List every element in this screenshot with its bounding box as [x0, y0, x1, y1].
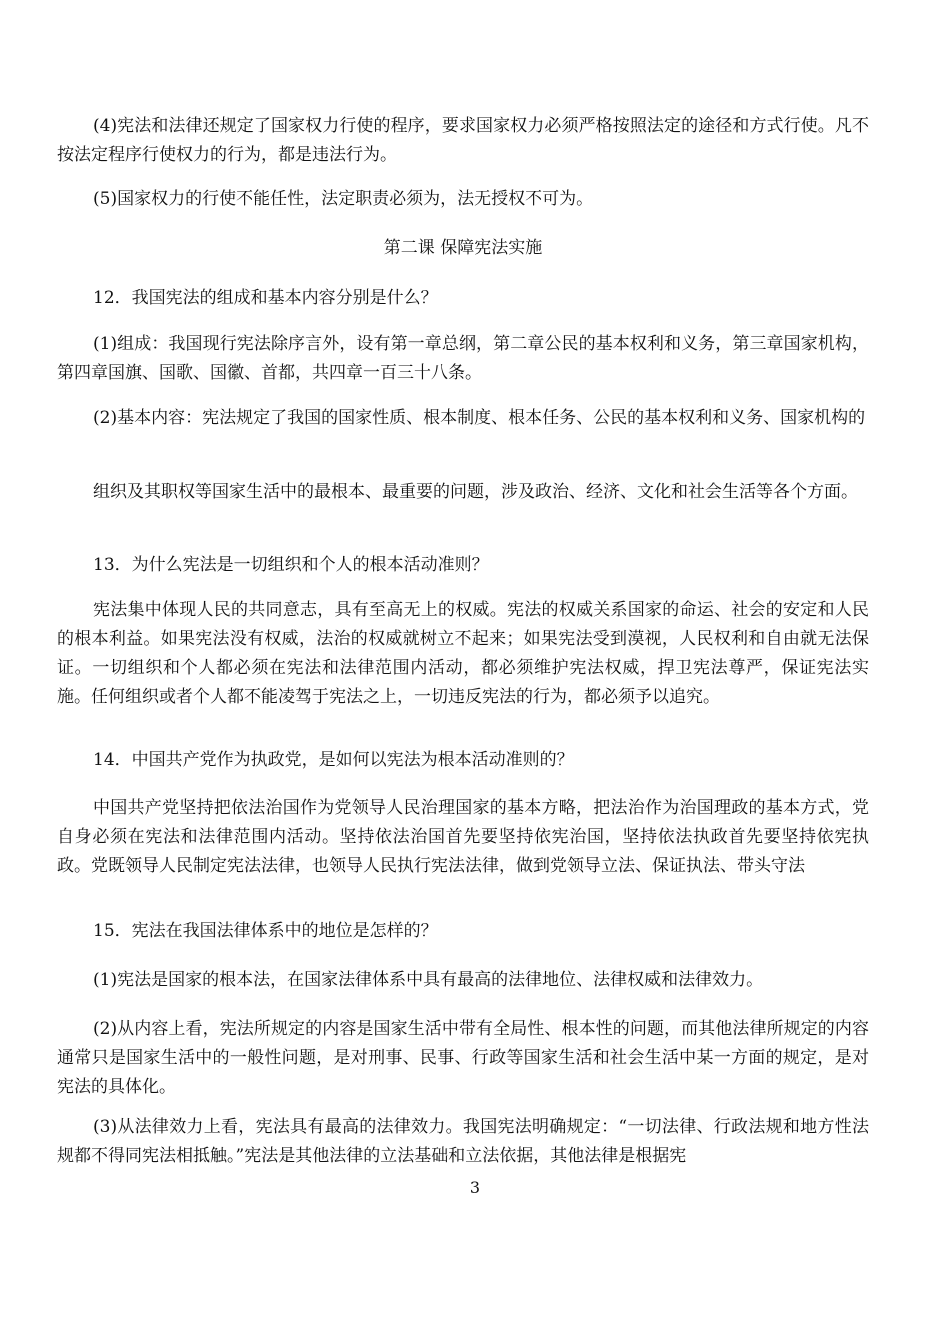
answer-15-item-3: (3)从法律效力上看，宪法具有最高的法律效力。我国宪法明确规定：“一切法律、行政法规和地方性法规都不得同宪法相抵触。”宪法是其他法律的立法基础和立法依据，其他法律是根据宪 — [57, 1117, 869, 1166]
question-12: 12．我国宪法的组成和基本内容分别是什么？ — [93, 288, 438, 308]
paragraph-4-procedure: (4)宪法和法律还规定了国家权力行使的程序，要求国家权力必须严格按照法定的途径和方式行使。凡不按法定程序行使权力的行为，都是违法行为。 — [57, 116, 869, 165]
question-13: 13．为什么宪法是一切组织和个人的根本活动准则？ — [93, 555, 489, 575]
answer-12-content-continued: 组织及其职权等国家生活中的最根本、最重要的问题，涉及政治、经济、文化和社会生活等各个方面。 — [93, 482, 858, 502]
answer-12-content: (2)基本内容：宪法规定了我国的国家性质、根本制度、根本任务、公民的基本权利和义务、国家机构的 — [93, 408, 866, 428]
answer-14: 中国共产党坚持把依法治国作为党领导人民治理国家的基本方略，把法治作为治国理政的基本方式，党自身必须在宪法和法律范围内活动。坚持依法治国首先要坚持依宪治国，坚持依法执政首先要坚持依宪执政。党既领导人民制定宪法法律，也领导人民执行宪法法律，做到党领导立法、保证执法、带头守法 — [57, 798, 869, 876]
section-heading: 第二课 保障宪法实施 — [383, 238, 543, 258]
question-15: 15．宪法在我国法律体系中的地位是怎样的？ — [93, 921, 438, 941]
answer-13: 宪法集中体现人民的共同意志，具有至高无上的权威。宪法的权威关系国家的命运、社会的安定和人民的根本利益。如果宪法没有权威，法治的权威就树立不起来；如果宪法受到漠视，人民权利和自由就无法保证。一切组织和个人都必须在宪法和法律范围内活动，都必须维护宪法权威，捍卫宪法尊严，保证宪法实施。任何组织或者个人都不能凌驾于宪法之上，一切违反宪法的行为，都必须予以追究。 — [57, 600, 869, 707]
answer-15-item-2: (2)从内容上看，宪法所规定的内容是国家生活中带有全局性、根本性的问题，而其他法律所规定的内容通常只是国家生活中的一般性问题，是对刑事、民事、行政等国家生活和社会生活中某一方面的规定，是对宪法的具体化。 — [57, 1019, 869, 1097]
answer-12-composition: (1)组成：我国现行宪法除序言外，设有第一章总纲，第二章公民的基本权利和义务，第三章国家机构，第四章国旗、国歌、国徽、首都，共四章一百三十八条。 — [57, 334, 869, 383]
question-14: 14．中国共产党作为执政党，是如何以宪法为根本活动准则的？ — [93, 750, 574, 770]
page-number: 3 — [469, 1178, 481, 1197]
paragraph-5-no-arbitrary-power: (5)国家权力的行使不能任性，法定职责必须为，法无授权不可为。 — [93, 189, 594, 209]
answer-15-item-1: (1)宪法是国家的根本法，在国家法律体系中具有最高的法律地位、法律权威和法律效力。 — [93, 970, 764, 990]
